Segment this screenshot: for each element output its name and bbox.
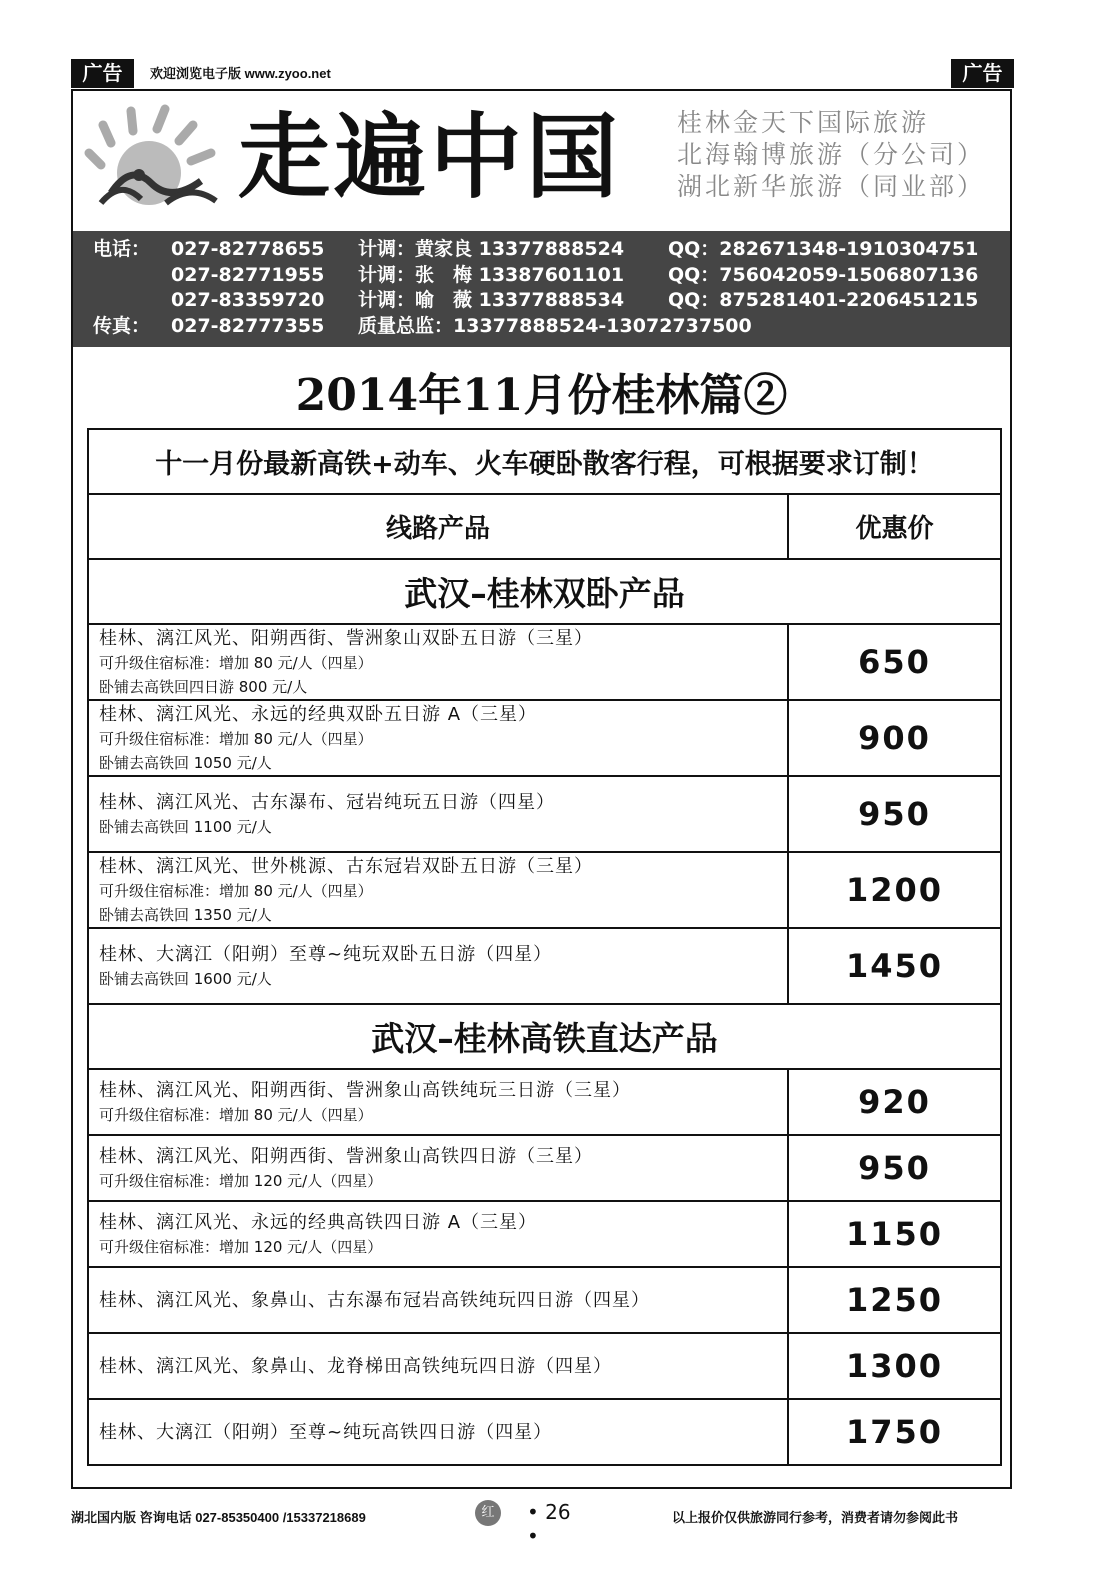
ad-frame — [71, 89, 1012, 1489]
price-cell: 650 — [788, 624, 1001, 700]
planner-contact: 计调：张 梅 13387601101 — [358, 264, 625, 286]
route-note: 卧铺去高铁回 1050 元/人 — [99, 753, 272, 772]
agency-line: 桂林金天下国际旅游 — [677, 108, 930, 137]
route-cell — [88, 1135, 788, 1201]
phone-number: 027-82778655 — [171, 238, 325, 260]
column-header-price: 优惠价 — [788, 494, 1001, 559]
route-title: 桂林、漓江风光、永远的经典高铁四日游 A（三星） — [99, 1211, 538, 1233]
price-cell: 1750 — [788, 1399, 1001, 1465]
section-title: 武汉–桂林双卧产品 — [88, 559, 1001, 624]
price-cell: 1450 — [788, 928, 1001, 1004]
table-subtitle: 十一月份最新高铁+动车、火车硬卧散客行程，可根据要求订制！ — [88, 429, 1001, 494]
route-note: 可升级住宿标准：增加 80 元/人（四星） — [99, 729, 373, 748]
route-title: 桂林、漓江风光、象鼻山、古东瀑布冠岩高铁纯玩四日游（四星） — [99, 1289, 650, 1311]
fax-number: 027-82777355 — [171, 315, 325, 337]
route-title: 桂林、漓江风光、阳朔西街、訾洲象山高铁四日游（三星） — [99, 1145, 593, 1167]
table-row — [88, 700, 1001, 776]
price-cell: 950 — [788, 1135, 1001, 1201]
route-cell — [88, 1201, 788, 1267]
route-title: 桂林、漓江风光、阳朔西街、訾洲象山高铁纯玩三日游（三星） — [99, 1079, 631, 1101]
sun-logo-icon — [81, 103, 231, 215]
route-title: 桂林、漓江风光、古东瀑布、冠岩纯玩五日游（四星） — [99, 791, 555, 813]
phone-number: 027-82771955 — [171, 264, 325, 286]
qq-number: QQ：282671348-1910304751 — [668, 238, 979, 260]
route-title: 桂林、漓江风光、象鼻山、龙脊梯田高铁纯玩四日游（四星） — [99, 1355, 612, 1377]
table-row — [88, 776, 1001, 852]
page-title: 2014年11月份桂林篇② — [295, 370, 788, 421]
brand-calligraphy: 走遍中国 — [238, 103, 623, 211]
red-badge-icon: 红 — [475, 1500, 501, 1526]
agency-list — [677, 107, 985, 203]
route-note: 可升级住宿标准：增加 80 元/人（四星） — [99, 1105, 373, 1124]
price-cell: 1200 — [788, 852, 1001, 928]
qq-number: QQ：875281401-2206451215 — [668, 289, 979, 311]
planner-contact: 计调：黄家良 13377888524 — [358, 238, 625, 260]
table-row — [88, 1267, 1001, 1333]
route-cell — [88, 852, 788, 928]
banner — [73, 91, 1010, 231]
planner-contact: 计调：喻 薇 13377888534 — [358, 289, 625, 311]
price-cell: 1150 — [788, 1201, 1001, 1267]
route-note: 可升级住宿标准：增加 80 元/人（四星） — [99, 653, 373, 672]
footer-disclaimer: 以上报价仅供旅游同行参考，消费者请勿参阅此书 — [672, 1511, 959, 1526]
route-title: 桂林、漓江风光、世外桃源、古东冠岩双卧五日游（三星） — [99, 855, 593, 877]
table-row — [88, 928, 1001, 1004]
contact-band — [73, 231, 1010, 347]
route-cell — [88, 624, 788, 700]
table-row — [88, 1135, 1001, 1201]
table-row — [88, 1333, 1001, 1399]
agency-line: 湖北新华旅游（同业部） — [677, 172, 986, 201]
table-row — [88, 1201, 1001, 1267]
route-cell — [88, 1267, 788, 1333]
route-cell — [88, 776, 788, 852]
price-cell: 1250 — [788, 1267, 1001, 1333]
price-cell: 900 — [788, 700, 1001, 776]
footer-left: 湖北国内版 咨询电话 027-85350400 /15337218689 — [71, 1510, 366, 1525]
welcome-text: 欢迎浏览电子版 www.zyoo.net — [150, 66, 331, 81]
qq-number: QQ：756042059-1506807136 — [668, 264, 979, 286]
column-header-route: 线路产品 — [88, 494, 788, 559]
table-row — [88, 1069, 1001, 1135]
price-cell: 920 — [788, 1069, 1001, 1135]
quality-director: 质量总监：13377888524-13072737500 — [358, 315, 752, 337]
route-price-table — [87, 428, 1002, 1466]
table-row — [88, 624, 1001, 700]
route-cell — [88, 700, 788, 776]
route-note: 卧铺去高铁回 1600 元/人 — [99, 969, 272, 988]
ad-tag-left: 广告 — [71, 59, 134, 88]
route-title: 桂林、大漓江（阳朔）至尊~纯玩双卧五日游（四星） — [99, 943, 553, 965]
route-note: 可升级住宿标准：增加 120 元/人（四星） — [99, 1171, 383, 1190]
route-cell — [88, 928, 788, 1004]
page-number — [475, 1500, 585, 1548]
agency-line: 北海翰博旅游（分公司） — [677, 140, 986, 169]
route-cell — [88, 1069, 788, 1135]
route-note: 卧铺去高铁回 1350 元/人 — [99, 905, 272, 924]
fax-label: 传真： — [93, 315, 151, 337]
route-note: 可升级住宿标准：增加 120 元/人（四星） — [99, 1237, 383, 1256]
section-title: 武汉–桂林高铁直达产品 — [88, 1004, 1001, 1069]
route-title: 桂林、漓江风光、永远的经典双卧五日游 A（三星） — [99, 703, 538, 725]
table-row — [88, 852, 1001, 928]
price-cell: 1300 — [788, 1333, 1001, 1399]
route-title: 桂林、漓江风光、阳朔西街、訾洲象山双卧五日游（三星） — [99, 627, 593, 649]
route-title: 桂林、大漓江（阳朔）至尊~纯玩高铁四日游（四星） — [99, 1421, 553, 1443]
route-note: 卧铺去高铁回 1100 元/人 — [99, 817, 272, 836]
phone-number: 027-83359720 — [171, 289, 325, 311]
price-cell: 950 — [788, 776, 1001, 852]
route-cell — [88, 1399, 788, 1465]
table-row — [88, 1399, 1001, 1465]
ad-tag-right: 广告 — [951, 59, 1014, 88]
route-note: 卧铺去高铁回四日游 800 元/人 — [99, 677, 308, 696]
route-note: 可升级住宿标准：增加 80 元/人（四星） — [99, 881, 373, 900]
page-number-text: • 26 • — [527, 1500, 571, 1548]
route-cell — [88, 1333, 788, 1399]
phone-label: 电话： — [93, 238, 151, 260]
